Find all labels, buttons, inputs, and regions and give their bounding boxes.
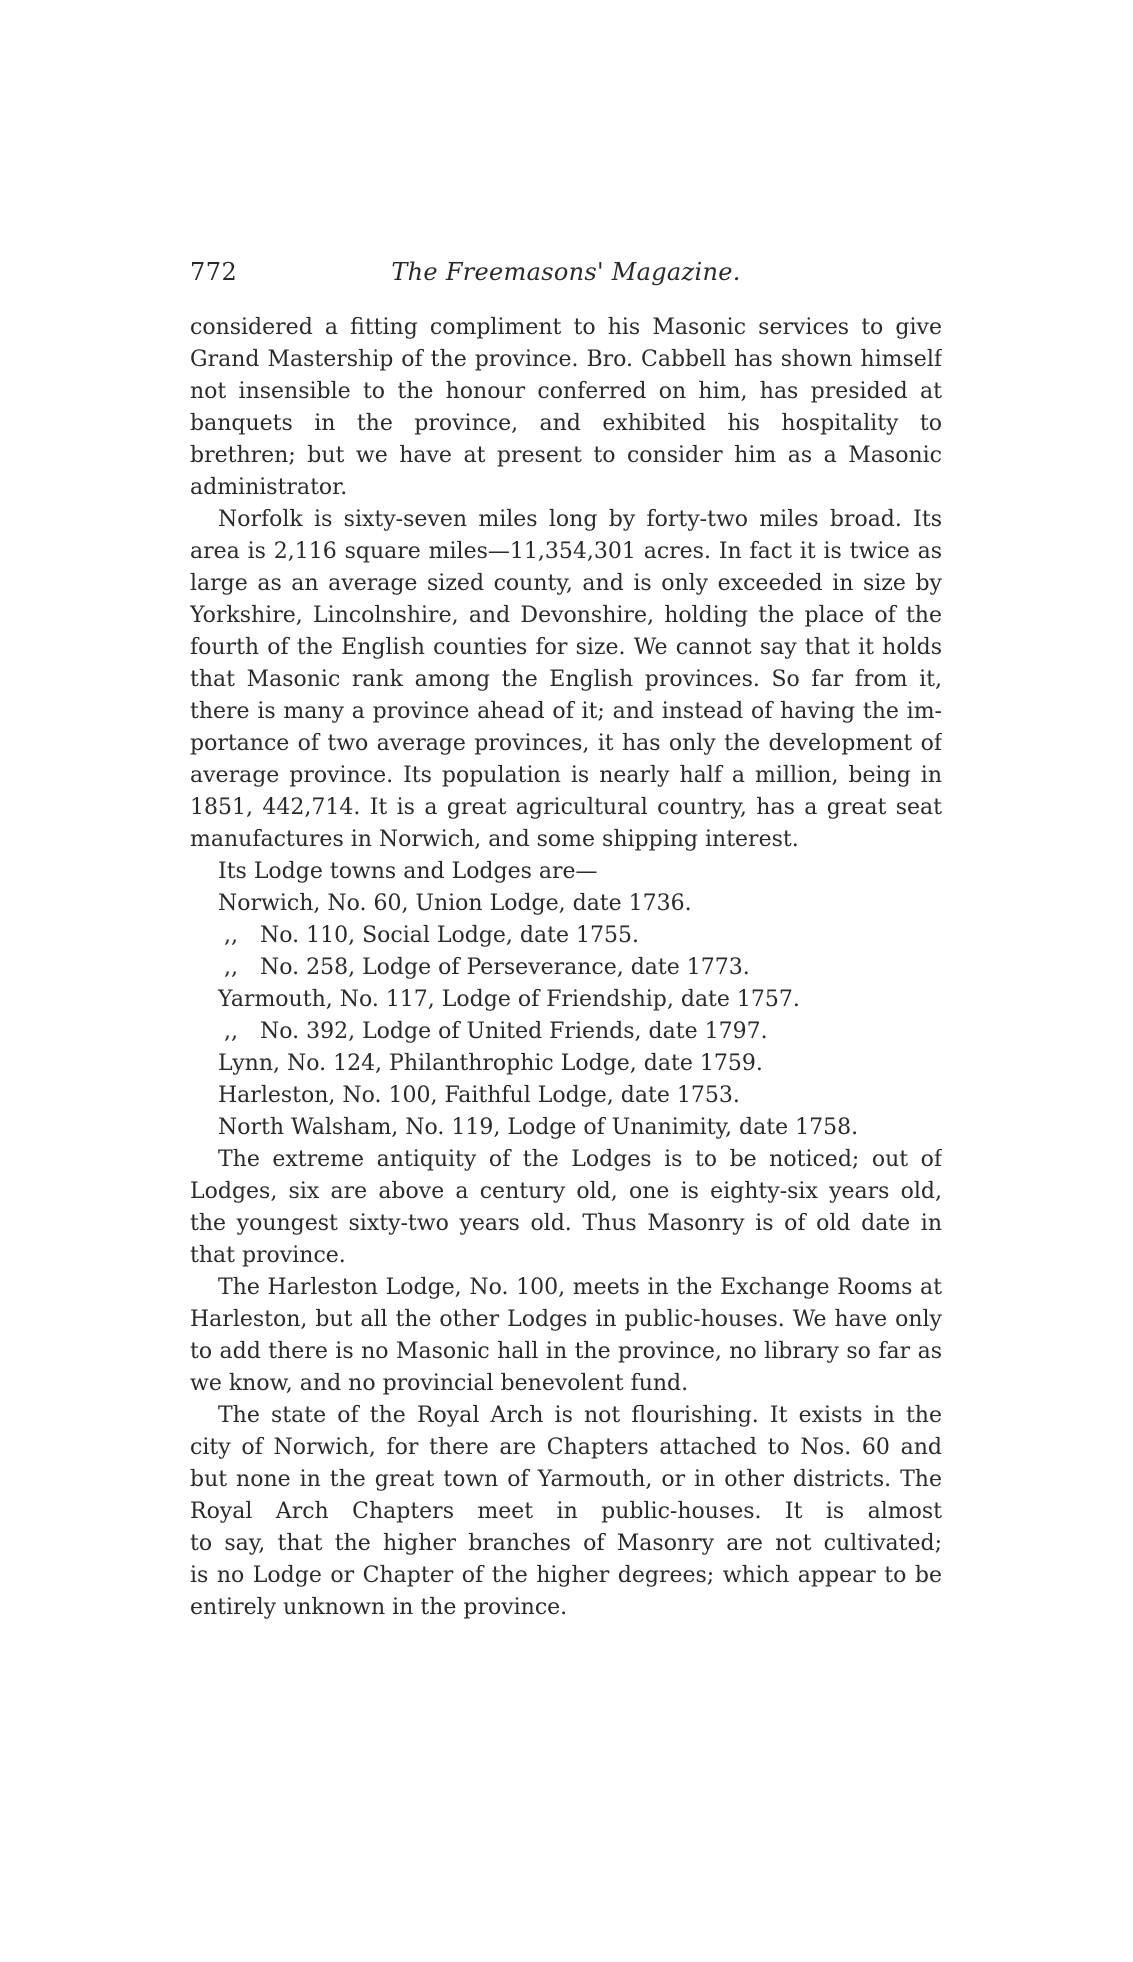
lodge-entry-text: Harleston, No. 100, Faithful Lodge, date 1753. bbox=[218, 1083, 740, 1108]
lodge-entry bbox=[190, 1080, 942, 1112]
text-line: Grand Mastership of the province. Bro. Cabbell has shown himself bbox=[190, 347, 942, 372]
text-line: to add there is no Masonic hall in the province, no library so far as bbox=[190, 1339, 942, 1364]
text-line: there is many a province ahead of it; and instead of having the im- bbox=[190, 699, 942, 724]
text-line: Yorkshire, Lincolnshire, and Devonshire, holding the place of the bbox=[190, 603, 942, 628]
text-line: Norfolk is sixty-seven miles long by forty-two miles broad. Its bbox=[218, 507, 942, 532]
paragraph-antiquity bbox=[190, 1144, 942, 1272]
text-line: The Harleston Lodge, No. 100, meets in the Exchange Rooms at bbox=[218, 1275, 942, 1300]
paragraph-grand-mastership bbox=[190, 312, 942, 504]
text-line: fourth of the English counties for size. We cannot say that it holds bbox=[190, 635, 942, 660]
text-line: banquets in the province, and exhibited his hospitality to bbox=[190, 411, 942, 436]
lodge-entry bbox=[190, 920, 942, 952]
lodge-entry-text: Lynn, No. 124, Philanthrophic Lodge, date 1759. bbox=[218, 1051, 763, 1076]
text-line: but none in the great town of Yarmouth, or in other districts. The bbox=[190, 1467, 942, 1492]
paragraph-norfolk-size bbox=[190, 504, 942, 856]
text-line: brethren; but we have at present to consider him as a Masonic bbox=[190, 443, 942, 468]
text-line: that Masonic rank among the English provinces. So far from it, bbox=[190, 667, 942, 692]
text-line: the youngest sixty-two years old. Thus Masonry is of old date in bbox=[190, 1211, 942, 1236]
lodge-entry bbox=[190, 952, 942, 984]
lodge-entry-text: North Walsham, No. 119, Lodge of Unanimity, date 1758. bbox=[218, 1115, 859, 1140]
paragraph-royal-arch bbox=[190, 1400, 942, 1624]
lodge-entry bbox=[190, 888, 942, 920]
lodge-entry bbox=[190, 984, 942, 1016]
paragraph-harleston-lodge bbox=[190, 1272, 942, 1400]
lodge-entry bbox=[190, 1112, 942, 1144]
lodge-entry bbox=[190, 1016, 942, 1048]
lodge-entry-text: No. 392, Lodge of United Friends, date 1797. bbox=[260, 1019, 768, 1044]
journal-title: The Freemasons' Magazine. bbox=[391, 258, 741, 286]
ditto-mark: ,, bbox=[224, 955, 238, 980]
text-line: entirely unknown in the province. bbox=[190, 1595, 568, 1620]
text-line: The extreme antiquity of the Lodges is to be noticed; out of bbox=[218, 1147, 942, 1172]
text-line: city of Norwich, for there are Chapters attached to Nos. 60 and bbox=[190, 1435, 942, 1460]
text-line: The state of the Royal Arch is not flourishing. It exists in the bbox=[218, 1403, 942, 1428]
text-line: Royal Arch Chapters meet in public-houses. It is almost bbox=[190, 1499, 942, 1524]
text-line: that province. bbox=[190, 1243, 346, 1268]
text-line: Lodges, six are above a century old, one is eighty-six years old, bbox=[190, 1179, 942, 1204]
text-line: we know, and no provincial benevolent fund. bbox=[190, 1371, 689, 1396]
lodge-entry-text: No. 258, Lodge of Perseverance, date 1773. bbox=[260, 955, 750, 980]
text-line: average province. Its population is nearly half a million, being in bbox=[190, 763, 942, 788]
ditto-mark: ,, bbox=[224, 923, 238, 948]
text-line: area is 2,116 square miles—11,354,301 acres. In fact it is twice as bbox=[190, 539, 942, 564]
lodge-entry-text: No. 110, Social Lodge, date 1755. bbox=[260, 923, 639, 948]
text-line: manufactures in Norwich, and some shipping interest. bbox=[190, 827, 799, 852]
text-line: large as an average sized county, and is only exceeded in size by bbox=[190, 571, 942, 596]
text-line: portance of two average provinces, it has only the development of bbox=[190, 731, 942, 756]
lodge-list-intro: Its Lodge towns and Lodges are— bbox=[218, 859, 598, 884]
lodge-list bbox=[190, 856, 942, 1144]
text-line: is no Lodge or Chapter of the higher degrees; which appear to be bbox=[190, 1563, 942, 1588]
text-line: administrator. bbox=[190, 475, 348, 500]
text-line: Harleston, but all the other Lodges in public-houses. We have only bbox=[190, 1307, 942, 1332]
text-line: 1851, 442,714. It is a great agricultural country, has a great seat bbox=[190, 795, 942, 820]
text-line: not insensible to the honour conferred on him, has presided at bbox=[190, 379, 942, 404]
text-line: to say, that the higher branches of Masonry are not cultivated; bbox=[190, 1531, 942, 1556]
running-head bbox=[190, 258, 942, 298]
ditto-mark: ,, bbox=[224, 1019, 238, 1044]
lodge-entry bbox=[190, 1048, 942, 1080]
page-number: 772 bbox=[190, 258, 238, 286]
lodge-entry-text: Norwich, No. 60, Union Lodge, date 1736. bbox=[218, 891, 692, 916]
lodge-entry-text: Yarmouth, No. 117, Lodge of Friendship, date 1757. bbox=[218, 987, 800, 1012]
article-body bbox=[190, 312, 942, 1624]
text-line: considered a fitting compliment to his Masonic services to give bbox=[190, 315, 942, 340]
